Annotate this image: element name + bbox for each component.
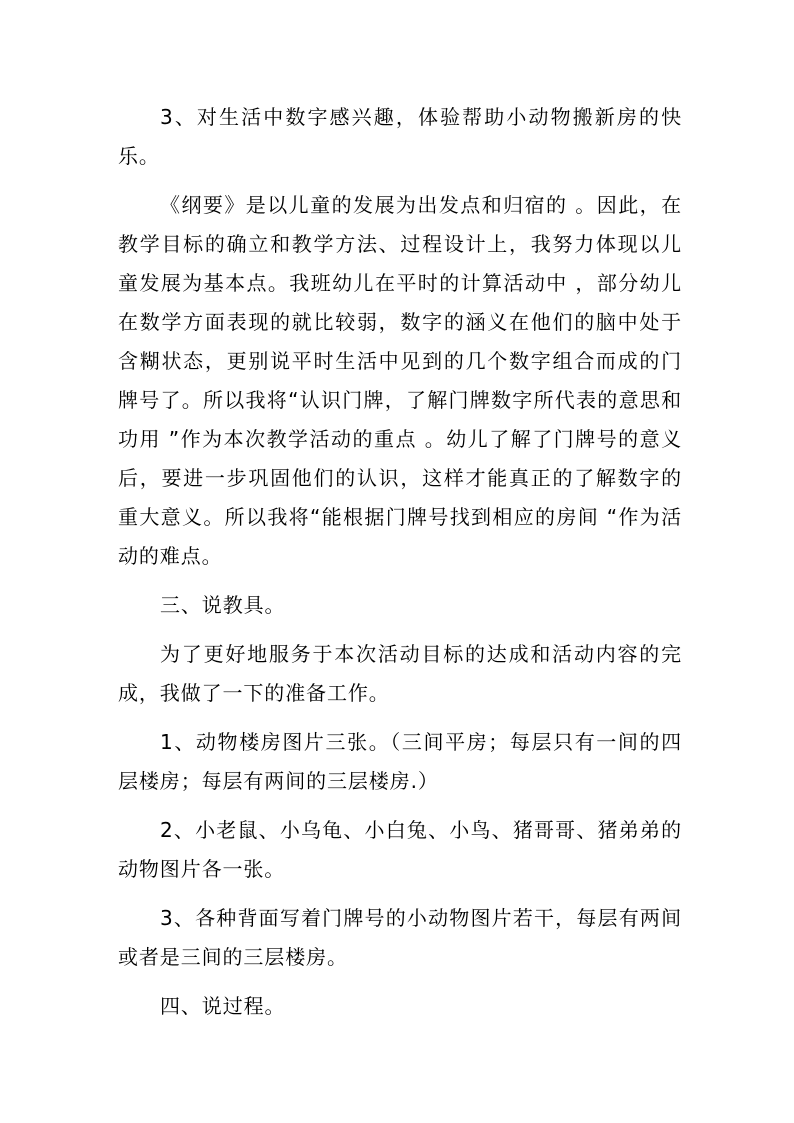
list-item-aid-3: 3、各种背面写着门牌号的小动物图片若干，每层有两间或者是三间的三层楼房。 bbox=[118, 906, 682, 969]
section-heading-teaching-aids: 三、说教具。 bbox=[160, 593, 286, 617]
list-item-aid-1: 1、动物楼房图片三张。（三间平房；每层只有一间的四层楼房；每层有两间的三层楼房.） bbox=[118, 730, 682, 793]
paragraph-goal-3: 3、对生活中数字感兴趣，体验帮助小动物搬新房的快乐。 bbox=[118, 105, 682, 168]
list-item-aid-2: 2、小老鼠、小乌龟、小白兔、小鸟、猪哥哥、猪弟弟的动物图片各一张。 bbox=[118, 818, 682, 881]
paragraph-key-and-difficult-points: 《纲要》是以儿童的发展为出发点和归宿的 。因此，在教学目标的确立和教学方法、过程设计上，我努力体现以儿童发展为基本点。我班幼儿在平时的计算活动中 ，部分幼儿在数学方面表现的就比较弱，数字的涵义在他们的脑中处于含糊状态，更别说平时生活中见到的几个数字组合而成的门牌号了。所以我将“认识门牌，了解门牌数字所代表的意思和功用 ”作为本次教学活动的重点 。幼儿了解了门牌号的意义后，要进一步巩固他们的认识，这样才能真正的了解数字的重大意义。所以我将“能根据门牌号找到相应的房间 “作为活动的难点。 bbox=[118, 193, 682, 568]
paragraph-preparation: 为了更好地服务于本次活动目标的达成和活动内容的完成，我做了一下的准备工作。 bbox=[118, 642, 682, 705]
section-heading-process: 四、说过程。 bbox=[160, 994, 286, 1018]
document-body bbox=[118, 98, 682, 1026]
